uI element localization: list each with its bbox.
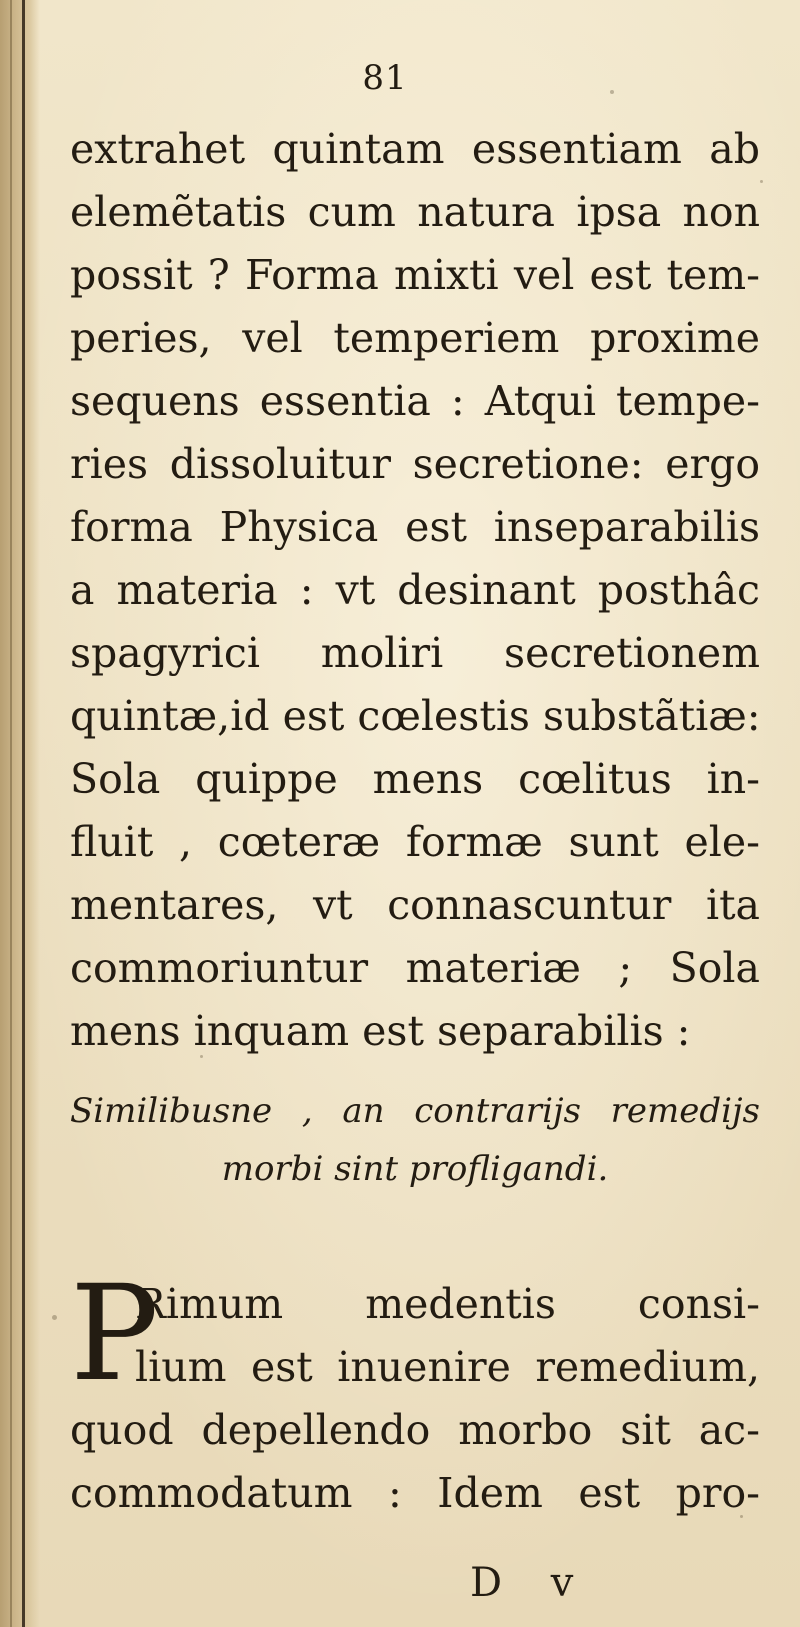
- signature-mark: D v: [470, 1560, 592, 1606]
- ink-speck: [200, 1055, 203, 1058]
- section-heading: [70, 1082, 760, 1198]
- ink-speck: [760, 180, 763, 183]
- ink-speck: [610, 90, 614, 94]
- text-line: mens inquam est separabilis :: [70, 1007, 691, 1055]
- page-number-text: 81: [362, 58, 408, 98]
- paragraph-1: [70, 118, 760, 1063]
- text-line: quod depellendo morbo sit ac-: [70, 1406, 760, 1454]
- text-line: a materia : vt desinant posthâc: [70, 566, 760, 614]
- text-line: forma Physica est inseparabilis: [70, 503, 760, 551]
- text-line: commodatum : Idem est pro-: [70, 1469, 760, 1517]
- text-line: commoriuntur materiæ ; Sola: [70, 944, 760, 992]
- text-line: sequens essentia : Atqui tempe-: [70, 377, 760, 425]
- text-line: extrahet quintam essentiam ab: [70, 125, 760, 173]
- paragraph-2: [70, 1257, 760, 1525]
- text-line: possit ? Forma mixti vel est tem-: [70, 251, 760, 299]
- text-line: ries dissoluitur secretione: ergo: [70, 440, 760, 488]
- ink-speck: [52, 1315, 57, 1320]
- page-gutter: [0, 0, 40, 1627]
- page-number: [0, 58, 800, 98]
- text-line: lium est inuenire remedium,: [135, 1343, 760, 1391]
- text-line: spagyrici moliri secretionem: [70, 629, 760, 677]
- text-line: fluit , cœteræ formæ sunt ele-: [70, 818, 760, 866]
- heading-line-1: Similibusne , an contrarijs remedijs: [70, 1091, 760, 1131]
- drop-cap: P: [70, 1257, 159, 1411]
- gutter-shadow-line: [10, 0, 12, 1627]
- text-line: peries, vel temperiem proxime: [70, 314, 760, 362]
- text-line: elemẽtatis cum natura ipsa non: [70, 188, 760, 236]
- heading-line-2: morbi sint profligandi.: [221, 1149, 609, 1189]
- text-line: Sola quippe mens cœlitus in-: [70, 755, 760, 803]
- ink-speck: [740, 1515, 743, 1518]
- text-line: quintæ,id est cœlestis substãtiæ:: [70, 692, 761, 740]
- gutter-edge-line: [22, 0, 25, 1627]
- text-line: mentares, vt connascuntur ita: [70, 881, 760, 929]
- text-line: Rimum medentis consi-: [135, 1280, 760, 1328]
